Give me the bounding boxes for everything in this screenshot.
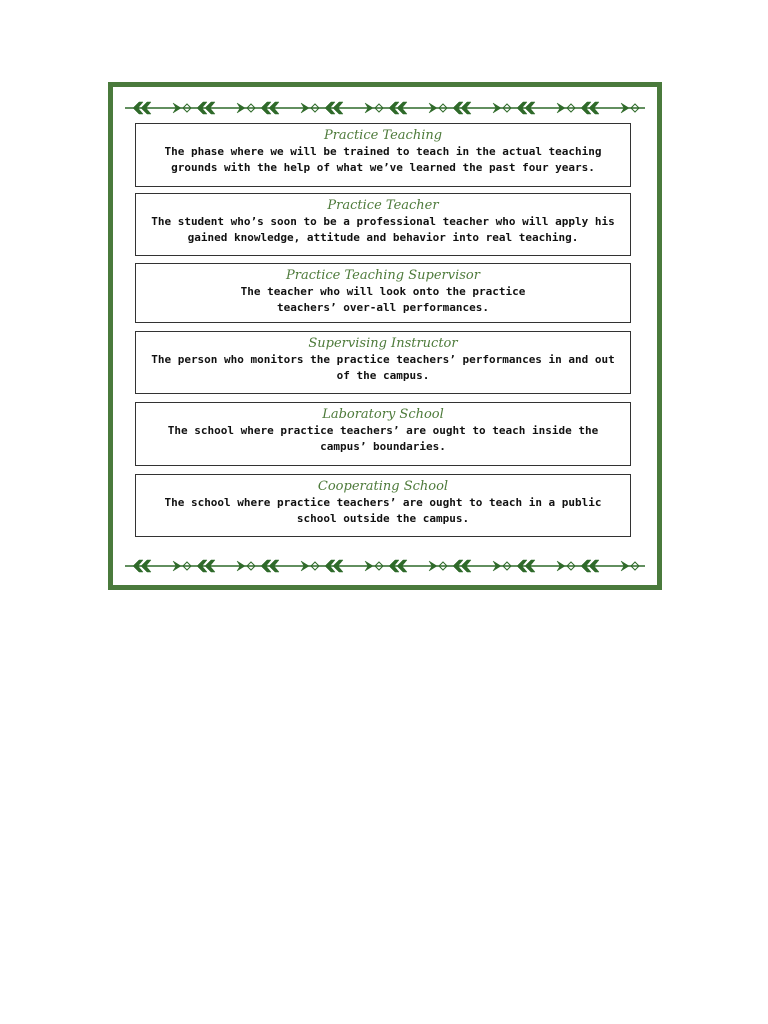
term-title: Cooperating School [317,479,449,494]
term-definition: The teacher who will look onto the practice teachers’ over-all performances. [240,285,526,314]
term-definition: The student who’s soon to be a professional teacher who will apply his gained knowledge, attitude and behavior into real teaching. [151,215,615,244]
term-title: Practice Teacher [327,198,439,213]
term-title: Laboratory School [322,407,444,422]
term-definition: The school where practice teachers’ are ought to teach in a public school outside the campus. [164,496,602,525]
term-card-laboratory-school [135,402,631,466]
arrow-vine-border-icon [125,557,645,575]
term-title: Practice Teaching Supervisor [286,268,480,283]
term-title: Supervising Instructor [308,336,458,351]
term-card-practice-teaching-supervisor [135,263,631,323]
term-card-supervising-instructor [135,331,631,394]
term-definition: The school where practice teachers’ are ought to teach inside the campus’ boundaries. [167,424,599,453]
term-definition: The person who monitors the practice teachers’ performances in and out of the campus. [151,353,615,382]
term-definition: The phase where we will be trained to teach in the actual teaching grounds with the help of what we’ve learned the past four years. [164,145,602,174]
term-card-cooperating-school [135,474,631,537]
term-title: Practice Teaching [323,128,443,143]
term-card-practice-teacher [135,193,631,256]
term-card-practice-teaching [135,123,631,187]
glossary-frame [108,82,662,590]
arrow-vine-border-icon [125,99,645,117]
